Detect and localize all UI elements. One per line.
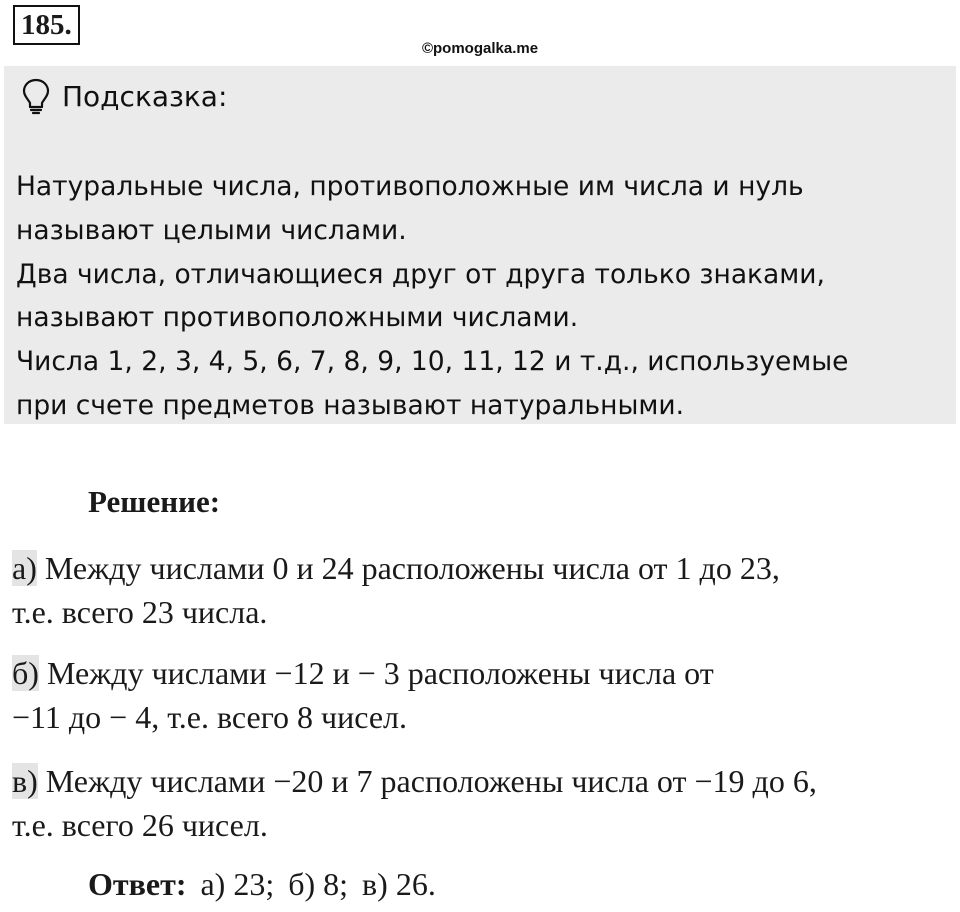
answer-item: а) 23; [200,866,275,902]
part-text: Между числами 0 и 24 расположены числа от 1 до 23, [36,550,780,586]
hint-line: при счете предметов называют натуральными. [16,389,685,421]
hint-line: Натуральные числа, противоположные им числа и нуль [16,171,804,202]
answer-item: б) 8; [288,866,349,902]
answer-line [88,866,450,903]
part-text: т.е. всего 26 чисел. [12,807,268,843]
hint-panel [4,66,956,424]
hint-line: Два числа, отличающиеся друг от друга только знаками, [16,258,825,290]
hint-line: называют противоположными числами. [16,302,579,334]
solution-part-b [12,651,952,739]
part-text: −11 до − 4, т.е. всего 8 чисел. [12,699,407,735]
part-letter: б) [12,655,39,691]
hint-line: называют целыми числами. [16,214,407,246]
part-letter: в) [12,763,38,799]
hint-line: Числа 1, 2, 3, 4, 5, 6, 7, 8, 9, 10, 11, 12 и т.д., используемые [16,346,849,378]
part-text: т.е. всего 23 числа. [12,594,268,630]
lightbulb-icon [20,77,52,115]
part-letter: а) [12,550,37,586]
part-text: Между числами −12 и − 3 расположены числа от [38,655,714,691]
site-watermark: ©pomogalka.me [421,40,539,57]
hint-header [20,76,227,116]
answer-label: Ответ: [88,866,187,902]
hint-title: Подсказка: [62,79,228,113]
problem-number: 185. [13,5,80,45]
hint-text [16,165,946,428]
answer-item: в) 26. [362,866,436,902]
solution-part-a [12,546,952,634]
part-text: Между числами −20 и 7 расположены числа от −19 до 6, [37,763,817,799]
solution-title: Решение: [88,484,221,519]
solution-part-c [12,759,952,847]
